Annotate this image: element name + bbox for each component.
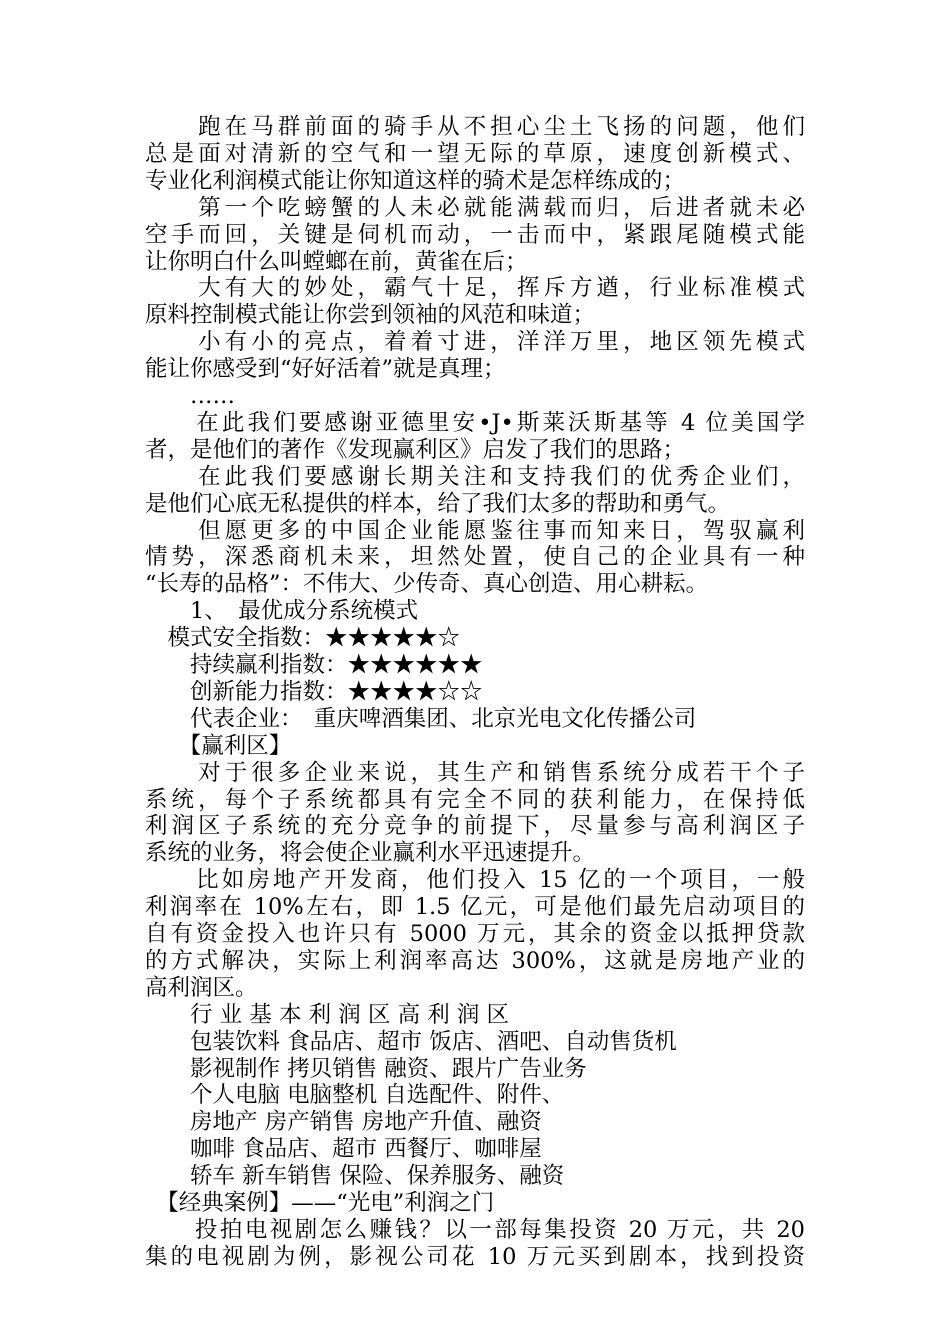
text-line: 专业化利润模式能让你知道这样的骑术是怎样练成的； (145, 167, 686, 194)
text-line: 持续赢利指数：★★★★★★ (145, 652, 483, 678)
text-line: 轿车 新车销售 保险、保养服务、融资 (145, 1163, 565, 1190)
text-line: 小有小的亮点，着着寸进，洋洋万里，地区领先模式 (145, 329, 805, 356)
text-line: 第一个吃螃蟹的人未必就能满载而归，后进者就未必 (145, 194, 805, 221)
text-line: 在此我们要感谢亚德里安•J•斯莱沃斯基等 4 位美国学 (145, 409, 805, 436)
text-line: 高利润区。 (145, 974, 258, 1001)
text-line: “长寿的品格”：不伟大、少传奇、真心创造、用心耕耘。 (145, 571, 709, 598)
text-line: 在此我们要感谢长期关注和支持我们的优秀企业们， (145, 463, 805, 490)
text-line: 模式安全指数：★★★★★☆ (145, 625, 461, 652)
text-line: 影视制作 拷贝销售 融资、跟片广告业务 (145, 1055, 587, 1082)
text-line: 利润区子系统的充分竞争的前提下，尽量参与高利润区子 (145, 813, 805, 840)
text-line: 1、 最优成分系统模式 (145, 598, 419, 625)
text-line: 跑在马群前面的骑手从不担心尘土飞扬的问题，他们 (145, 114, 805, 140)
text-line: 咖啡 食品店、超市 西餐厅、咖啡屋 (145, 1136, 542, 1163)
text-line: 代表企业： 重庆啤酒集团、北京光电文化传播公司 (145, 705, 697, 732)
text-line: 【赢利区】 (145, 732, 292, 759)
text-line: 系统的业务，将会使企业赢利水平迅速提升。 (145, 840, 596, 867)
text-line: 系统，每个子系统都具有完全不同的获利能力，在保持低 (145, 786, 805, 813)
text-line: …… (145, 383, 236, 409)
text-line: 行 业 基 本 利 润 区 高 利 润 区 (145, 1001, 510, 1028)
text-line: 让你明白什么叫螳螂在前，黄雀在后； (145, 248, 528, 275)
text-line: 大有大的妙处，霸气十足，挥斥方遒，行业标准模式 (145, 275, 805, 302)
text-line: 个人电脑 电脑整机 自选配件、附件、 (145, 1082, 565, 1109)
text-line: 集的电视剧为例，影视公司花 10 万元买到剧本，找到投资 (145, 1243, 805, 1270)
text-line: 的方式解决，实际上利润率高达 300%，这就是房地产业的 (145, 947, 805, 974)
text-line: 能让你感受到“好好活着”就是真理； (145, 356, 506, 383)
text-line: 【经典案例】——“光电”利润之门 (145, 1190, 495, 1216)
text-line: 但愿更多的中国企业能愿鉴往事而知来日，驾驭赢利 (145, 517, 805, 544)
text-line: 房地产 房产销售 房地产升值、融资 (145, 1109, 542, 1136)
text-line: 利润率在 10%左右，即 1.5 亿元，可是他们最先启动项目的 (145, 894, 805, 921)
text-line: 是他们心底无私提供的样本，给了我们太多的帮助和勇气。 (145, 490, 731, 517)
text-line: 总是面对清新的空气和一望无际的草原，速度创新模式、 (145, 140, 805, 167)
text-line: 对于很多企业来说，其生产和销售系统分成若干个子 (145, 759, 805, 786)
text-line: 自有资金投入也许只有 5000 万元，其余的资金以抵押贷款 (145, 921, 805, 947)
text-line: 比如房地产开发商，他们投入 15 亿的一个项目，一般 (145, 867, 805, 894)
text-line: 包装饮料 食品店、超市 饭店、酒吧、自动售货机 (145, 1028, 677, 1055)
text-line: 投拍电视剧怎么赚钱？以一部每集投资 20 万元，共 20 (145, 1216, 805, 1243)
text-line: 创新能力指数：★★★★☆☆ (145, 678, 483, 705)
text-line: 空手而回，关键是伺机而动，一击而中，紧跟尾随模式能 (145, 221, 805, 248)
text-line: 情势，深悉商机未来，坦然处置，使自己的企业具有一种 (145, 544, 805, 571)
text-line: 原料控制模式能让你尝到领袖的风范和味道； (145, 302, 596, 329)
text-line: 者，是他们的著作《发现赢利区》启发了我们的思路； (145, 436, 686, 463)
